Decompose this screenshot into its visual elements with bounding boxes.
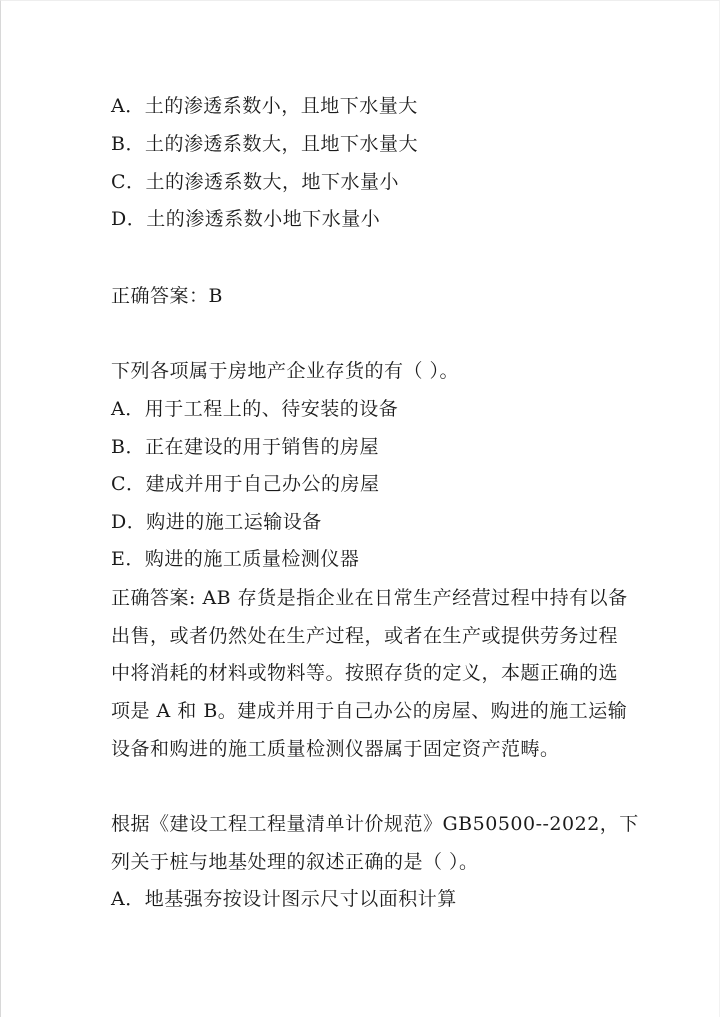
q2-answer-line: 正确答案: AB 存货是指企业在日常生产经营过程中持有以备 [111, 587, 628, 609]
q2-option-d: D．购进的施工运输设备 [111, 511, 322, 533]
q2-option-b: B．正在建设的用于销售的房屋 [111, 436, 379, 458]
q1-option-b: B．土的渗透系数大，且地下水量大 [111, 133, 418, 155]
q1-option-c: C．土的渗透系数大，地下水量小 [111, 171, 400, 193]
q2-answer-line: 出售，或者仍然处在生产过程，或者在生产或提供劳务过程 [111, 625, 619, 647]
q3-question-line: 列关于桩与地基处理的叙述正确的是（ ）。 [111, 851, 479, 873]
q2-question: 下列各项属于房地产企业存货的有（ ）。 [111, 360, 460, 382]
q1-option-a: A．土的渗透系数小，且地下水量大 [111, 95, 418, 117]
q3-question-line: 根据《建设工程工程量清单计价规范》GB50500--2022，下 [111, 813, 639, 835]
q2-answer-line: 项是 A 和 B。建成并用于自己办公的房屋、购进的施工运输 [111, 700, 628, 722]
q2-option-e: E．购进的施工质量检测仪器 [111, 548, 360, 570]
q2-option-c: C．建成并用于自己办公的房屋 [111, 473, 380, 495]
q3-option-a: A．地基强夯按设计图示尺寸以面积计算 [111, 888, 457, 910]
q2-answer-line: 中将消耗的材料或物料等。按照存货的定义，本题正确的选 [111, 662, 619, 684]
q2-option-a: A．用于工程上的、待安装的设备 [111, 398, 399, 420]
q1-option-d: D．土的渗透系数小地下水量小 [111, 208, 381, 230]
q2-answer-line: 设备和购进的施工质量检测仪器属于固定资产范畴。 [111, 738, 560, 760]
q1-answer: 正确答案：B [111, 285, 223, 307]
